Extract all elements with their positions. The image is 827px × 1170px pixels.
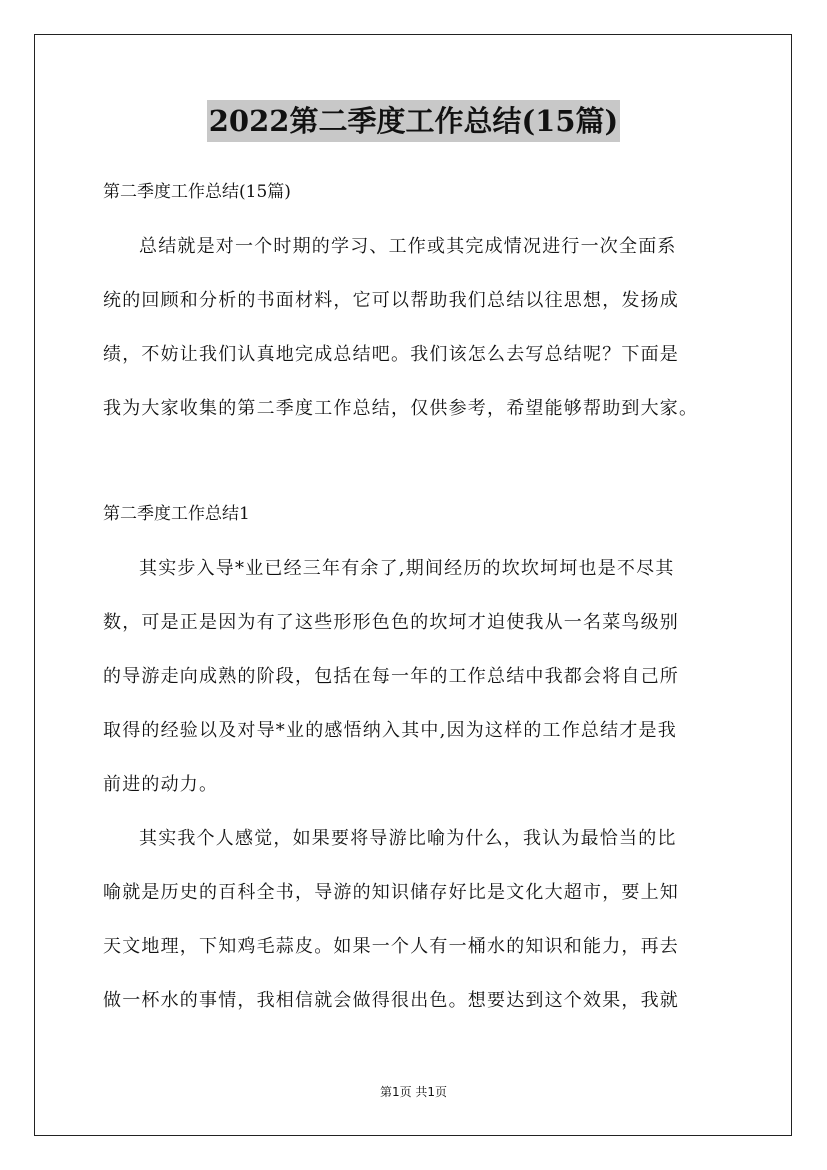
header-line: 第二季度工作总结(15篇) bbox=[103, 182, 291, 202]
section-heading: 第二季度工作总结1 bbox=[103, 504, 250, 524]
intro-line: 绩，不妨让我们认真地完成总结吧。我们该怎么去写总结呢？下面是 bbox=[103, 344, 679, 365]
section1-paragraph-1 bbox=[103, 542, 743, 812]
paragraph-line: 其实步入导*业已经三年有余了,期间经历的坎坎坷坷也是不尽其 bbox=[139, 558, 675, 579]
paragraph-line: 其实我个人感觉，如果要将导游比喻为什么，我认为最恰当的比 bbox=[139, 828, 677, 849]
section1-paragraph-2 bbox=[103, 812, 743, 1028]
document-title: 2022第二季度工作总结(15篇) bbox=[207, 100, 621, 142]
paragraph-line: 前进的动力。 bbox=[103, 774, 219, 795]
intro-line: 总结就是对一个时期的学习、工作或其完成情况进行一次全面系 bbox=[139, 236, 677, 257]
title-container bbox=[0, 100, 827, 142]
intro-line: 我为大家收集的第二季度工作总结，仅供参考，希望能够帮助到大家。 bbox=[103, 398, 699, 419]
paragraph-line: 数，可是正是因为有了这些形形色色的坎坷才迫使我从一名菜鸟级别 bbox=[103, 612, 679, 633]
document-body bbox=[103, 178, 743, 1028]
paragraph-line: 天文地理，下知鸡毛蒜皮。如果一个人有一桶水的知识和能力，再去 bbox=[103, 936, 679, 957]
page-footer bbox=[0, 1083, 827, 1100]
paragraph-line: 的导游走向成熟的阶段，包括在每一年的工作总结中我都会将自己所 bbox=[103, 666, 679, 687]
intro-line: 统的回顾和分析的书面材料，它可以帮助我们总结以往思想，发扬成 bbox=[103, 290, 679, 311]
paragraph-line: 喻就是历史的百科全书，导游的知识储存好比是文化大超市，要上知 bbox=[103, 882, 679, 903]
page-number: 第1页 共1页 bbox=[379, 1085, 448, 1099]
paragraph-line: 取得的经验以及对导*业的感悟纳入其中,因为这样的工作总结才是我 bbox=[103, 720, 677, 741]
paragraph-line: 做一杯水的事情，我相信就会做得很出色。想要达到这个效果，我就 bbox=[103, 990, 679, 1011]
intro-paragraph bbox=[103, 220, 743, 436]
